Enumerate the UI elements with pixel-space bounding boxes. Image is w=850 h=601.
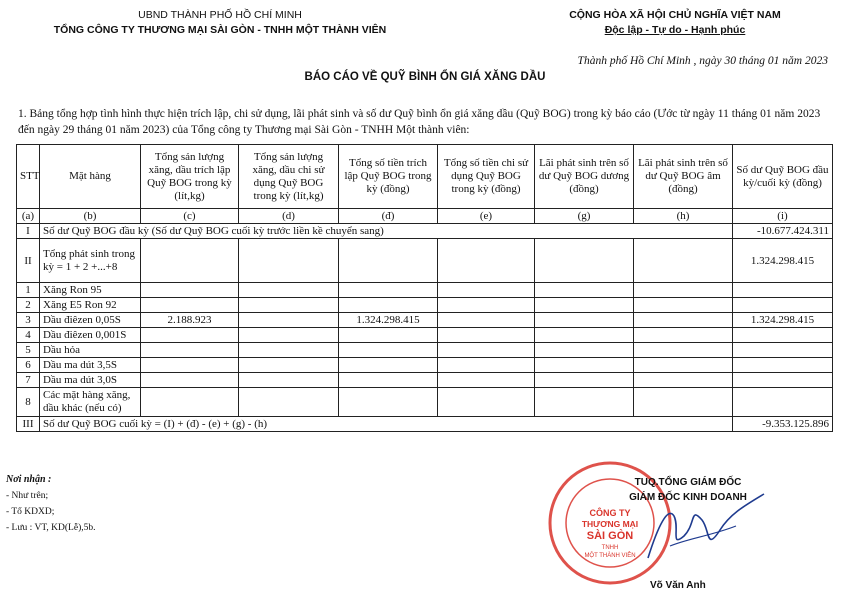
svg-text:THƯƠNG MẠI: THƯƠNG MẠI (581, 519, 639, 529)
signature-block (588, 475, 788, 505)
table-row (17, 224, 833, 239)
header-d: Tổng sản lượng xăng, dầu chi sử dụng Quỹ BOG trong kỳ (lít,kg) (239, 145, 339, 209)
svg-text:CÔNG TY: CÔNG TY (589, 508, 631, 518)
code-cell: (d) (239, 209, 339, 224)
row-label: Xăng E5 Ron 92 (40, 298, 141, 313)
national-header (520, 8, 830, 38)
report-title: BÁO CÁO VỀ QUỸ BÌNH ỔN GIÁ XĂNG DẦU (304, 71, 546, 83)
svg-text:SÀI GÒN: SÀI GÒN (586, 530, 634, 542)
row-amount: 1.324.298.415 (339, 313, 438, 328)
code-row (17, 209, 833, 224)
row-balance: 1.324.298.415 (733, 313, 833, 328)
row-stt: II (17, 239, 40, 283)
row-stt: III (17, 417, 40, 432)
row-stt: 3 (17, 313, 40, 328)
code-cell: (e) (438, 209, 535, 224)
issuer-parent: UBND THÀNH PHỐ HỒ CHÍ MINH (138, 9, 302, 21)
table-row (17, 388, 833, 417)
code-cell: (đ) (339, 209, 438, 224)
code-cell: (b) (40, 209, 141, 224)
dateline: Thành phố Hồ Chí Minh , ngày 30 tháng 01 năm 2023 (577, 55, 828, 67)
table-row (17, 328, 833, 343)
row-label: Tổng phát sinh trong kỳ = 1 + 2 +...+8 (40, 239, 141, 283)
signature-authority: TUQ.TỔNG GIÁM ĐỐC (634, 477, 742, 488)
table-header-row (17, 145, 833, 209)
row-label: Dầu điêzen 0,001S (40, 328, 141, 343)
header-e: Tổng số tiền chi sử dụng Quỹ BOG trong kỳ (đồng) (438, 145, 535, 209)
header-dd: Tổng số tiền trích lập Quỹ BOG trong kỳ (đồng) (339, 145, 438, 209)
table-row (17, 358, 833, 373)
signer-name: Võ Văn Anh (650, 580, 706, 591)
svg-text:MỘT THÀNH VIÊN: MỘT THÀNH VIÊN (584, 553, 636, 559)
table-row (17, 373, 833, 388)
intro-paragraph: 1. Bảng tổng hợp tình hình thực hiện trích lập, chi sử dụng, lãi phát sinh và số dư Quỹ bình ổn giá xăng dầu (Quỹ BOG) trong kỳ báo cáo (Ước từ ngày 11 tháng 01 năm 2023 đến ngày 29 tháng 01 năm 2023) của Tổng công ty Thương mại Sài Gòn - TNHH Một thành viên: (18, 108, 821, 136)
table-row (17, 343, 833, 358)
code-cell: (g) (535, 209, 634, 224)
bog-table (16, 144, 833, 432)
header-g: Lãi phát sinh trên số dư Quỹ BOG dương (đồng) (535, 145, 634, 209)
header-stt: STT (17, 145, 40, 209)
row-stt: 1 (17, 283, 40, 298)
row-balance: -9.353.125.896 (733, 417, 833, 432)
code-cell: (h) (634, 209, 733, 224)
national-title: CỘNG HÒA XÃ HỘI CHỦ NGHĨA VIỆT NAM (569, 9, 781, 21)
svg-text:TNHH: TNHH (601, 545, 619, 551)
issuer-header (40, 8, 400, 38)
recipients (6, 472, 96, 536)
row-label: Dầu hỏa (40, 343, 141, 358)
row-stt: 5 (17, 343, 40, 358)
row-label: Xăng Ron 95 (40, 283, 141, 298)
row-stt: 4 (17, 328, 40, 343)
header-c: Tổng sản lượng xăng, dầu trích lập Quỹ BOG trong kỳ (lít,kg) (141, 145, 239, 209)
row-label: Các mặt hàng xăng, dầu khác (nếu có) (40, 388, 141, 417)
recipient-item: - Tổ KDXD; (6, 507, 55, 517)
table-row (17, 417, 833, 432)
issuer-name: TỔNG CÔNG TY THƯƠNG MẠI SÀI GÒN - TNHH MỘT THÀNH VIÊN (53, 24, 387, 36)
row-balance: -10.677.424.311 (733, 224, 833, 239)
row-label: Số dư Quỹ BOG cuối kỳ = (I) + (đ) - (e) + (g) - (h) (40, 417, 733, 432)
row-stt: 6 (17, 358, 40, 373)
header-item: Mặt hàng (40, 145, 141, 209)
row-label: Dầu điêzen 0,05S (40, 313, 141, 328)
header-i: Số dư Quỹ BOG đầu kỳ/cuối kỳ (đồng) (733, 145, 833, 209)
recipient-item: - Như trên; (6, 491, 49, 501)
code-cell: (c) (141, 209, 239, 224)
recipient-item: - Lưu : VT, KD(Lễ),5b. (6, 523, 96, 533)
row-label: Dầu ma dút 3,0S (40, 373, 141, 388)
national-motto: Độc lập - Tự do - Hạnh phúc (604, 24, 746, 36)
row-stt: 8 (17, 388, 40, 417)
table-row (17, 298, 833, 313)
row-label: Dầu ma dút 3,5S (40, 358, 141, 373)
row-stt: 2 (17, 298, 40, 313)
table-row (17, 283, 833, 298)
header-h: Lãi phát sinh trên số dư Quỹ BOG âm (đồng) (634, 145, 733, 209)
code-cell: (i) (733, 209, 833, 224)
table-row (17, 239, 833, 283)
code-cell: (a) (17, 209, 40, 224)
row-balance: 1.324.298.415 (733, 239, 833, 283)
row-stt: 7 (17, 373, 40, 388)
signature-position: GIÁM ĐỐC KINH DOANH (629, 492, 747, 503)
row-label: Số dư Quỹ BOG đầu kỳ (Số dư Quỹ BOG cuối kỳ trước liền kề chuyển sang) (40, 224, 733, 239)
recipients-heading: Nơi nhận : (6, 474, 52, 485)
row-volume: 2.188.923 (141, 313, 239, 328)
table-row (17, 313, 833, 328)
row-stt: I (17, 224, 40, 239)
